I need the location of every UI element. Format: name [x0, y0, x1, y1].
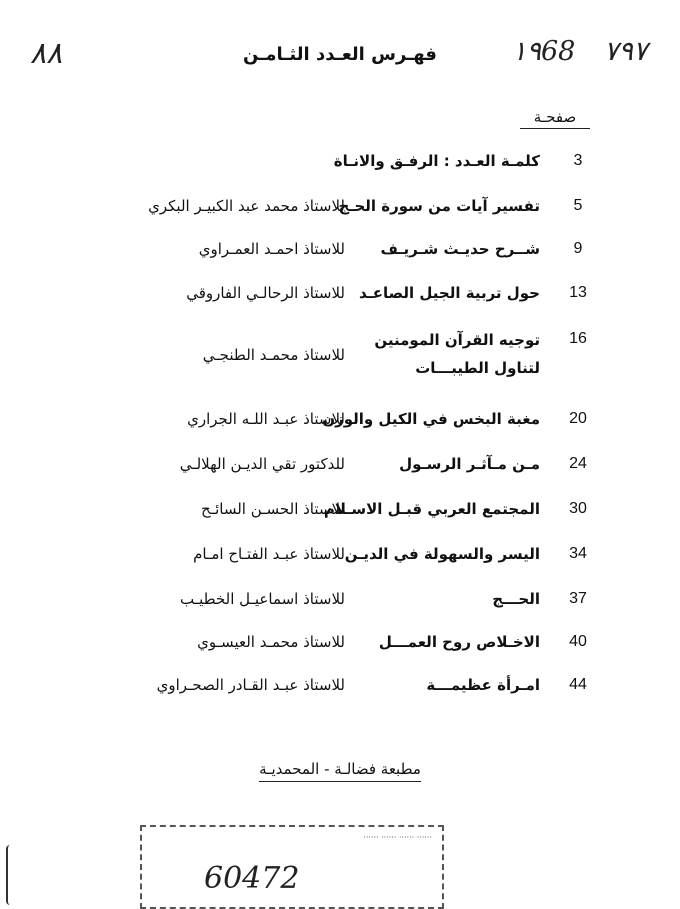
entry-title: توجيه القرآن المومنين لتناول الطيبـــات — [374, 331, 540, 377]
handwritten-reference: ٧٩٧ — [604, 36, 648, 67]
entry-author: للاستاذ اسماعيـل الخطيـب — [180, 590, 345, 608]
entry-page-number: 3 — [573, 152, 583, 169]
handwritten-year: ١٩68 — [512, 36, 576, 67]
entry-title: المجتمع العربي قبـل الاسـلام — [323, 500, 540, 518]
entry-page-number: 34 — [569, 545, 587, 562]
entry-title: شــرح حديـث شـريـف — [380, 240, 540, 258]
printer-imprint — [220, 760, 460, 778]
handwritten-page-number: ٨٨ — [30, 36, 63, 71]
entry-author: للاستاذ الحسـن السائـح — [201, 500, 345, 518]
entry-title: حول تربية الجيل الصاعـد — [358, 284, 540, 302]
printer-name: مطبعة فضالـة - المحمديـة — [259, 760, 421, 782]
entry-author: للاستاذ الرحالـي الفاروقي — [186, 284, 345, 302]
library-stamp — [140, 825, 444, 909]
entry-author: للاستاذ محمـد الطنجـي — [202, 346, 345, 364]
entry-page-number: 40 — [569, 633, 587, 650]
entry-author: للاستاذ محمـد العيسـوي — [197, 633, 345, 651]
entry-author: للاستاذ عبـد القـادر الصحـراوي — [156, 676, 345, 694]
page-column-label: صفحـة — [520, 108, 590, 129]
margin-mark — [6, 845, 16, 905]
entry-page-number: 20 — [569, 410, 587, 427]
entry-title: الاخـلاص روح العمـــل — [378, 633, 540, 651]
entry-page-number: 16 — [569, 330, 587, 347]
entry-title: الحـــج — [492, 590, 540, 608]
entry-author: للاستاذ عبـد اللـه الجراري — [187, 410, 345, 428]
entry-title: كلمـة العـدد : الرفـق والانـاة — [333, 152, 540, 170]
entry-author: للاستاذ عبـد الفتـاح امـام — [193, 545, 345, 563]
entry-page-number: 44 — [569, 676, 587, 693]
entry-page-number: 9 — [573, 240, 583, 257]
entry-page-number: 30 — [569, 500, 587, 517]
entry-page-number: 5 — [573, 197, 583, 214]
page-title: فهـرس العـدد الثـامـن — [243, 44, 437, 65]
entry-author: للدكتور تقي الديـن الهلالـي — [179, 455, 345, 473]
entry-title: تفسير آيات من سورة الحـج — [338, 197, 540, 215]
entry-author: للاستاذ محمد عبد الكبيـر البكري — [148, 197, 345, 215]
entry-title: اليسر والسهولة في الديـن — [344, 545, 540, 563]
entry-title: امـرأة عظيمـــة — [426, 676, 540, 694]
entry-title: مـن مـآثـر الرسـول — [399, 455, 540, 473]
entry-page-number: 13 — [569, 284, 587, 301]
entry-author: للاستاذ احمـد العمـراوي — [198, 240, 345, 258]
entry-page-number: 37 — [569, 590, 587, 607]
entry-title: مغبة البخس في الكيل والوزن — [322, 410, 540, 428]
stamp-text-lines: ······ ······ ······ ······ — [363, 833, 432, 842]
entry-page-number: 24 — [569, 455, 587, 472]
stamp-handwritten-number: 60472 — [204, 861, 300, 896]
